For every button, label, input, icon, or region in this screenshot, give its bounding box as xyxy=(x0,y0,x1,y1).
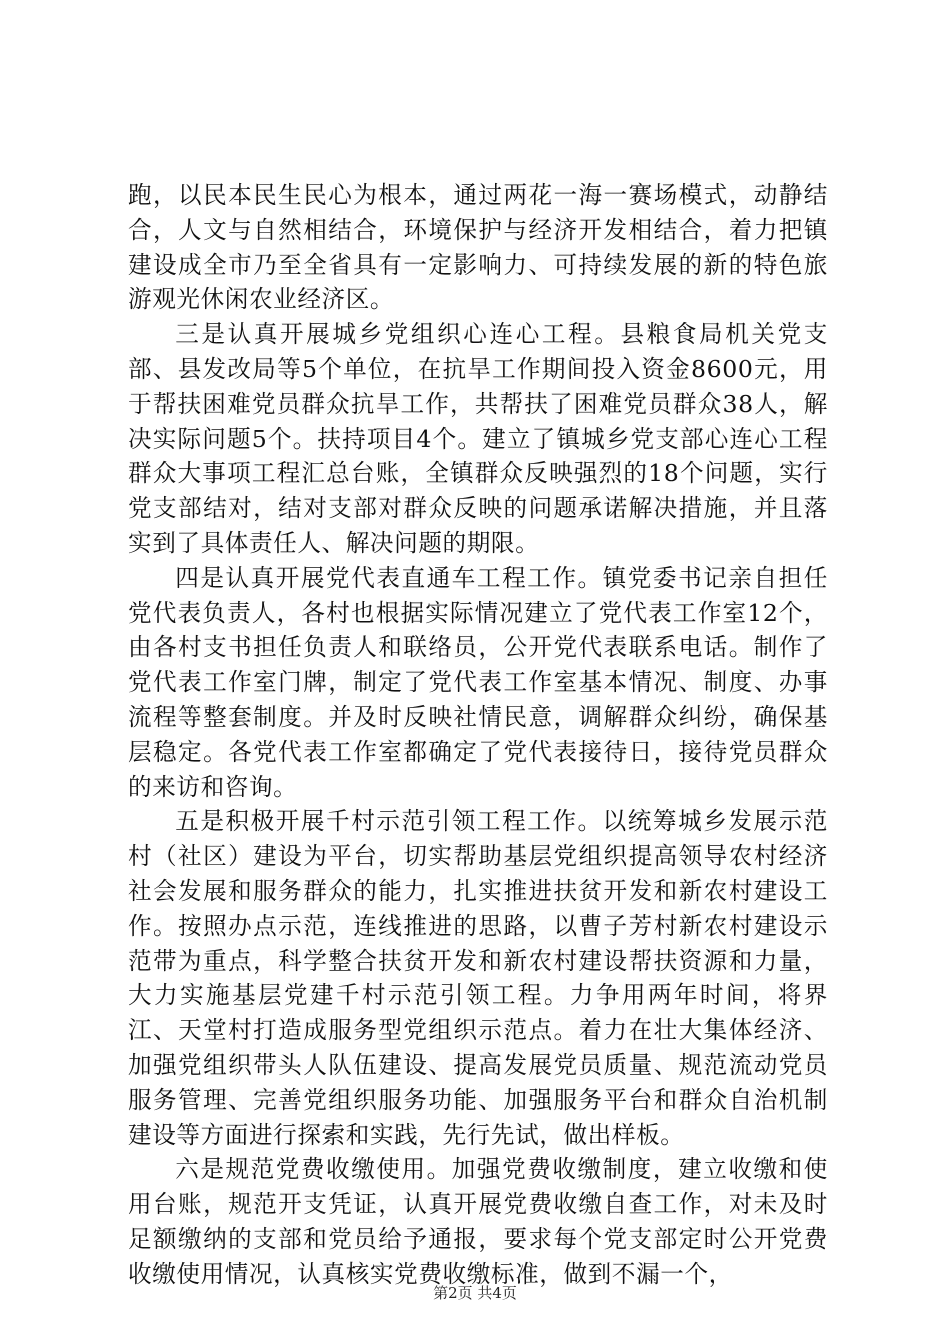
page-number-footer: 第2页 共4页 xyxy=(433,1284,517,1302)
paragraph-item-3: 三是认真开展城乡党组织心连心工程。县粮食局机关党支部、县发改局等5个单位，在抗旱工作期间投入资金8600元，用于帮扶困难党员群众抗旱工作，共帮扶了困难党员群众38人，解决实际问题5个。扶持项目4个。建立了镇城乡党支部心连心工程群众大事项工程汇总台账，全镇群众反映强烈的18个问题，实行党支部结对，结对支部对群众反映的问题承诺解决措施，并且落实到了具体责任人、解决问题的期限。 xyxy=(128,320,828,557)
paragraph-continuation: 跑，以民本民生民心为根本，通过两花一海一赛场模式，动静结合，人文与自然相结合，环境保护与经济开发相结合，着力把镇建设成全市乃至全省具有一定影响力、可持续发展的新的特色旅游观光休闲农业经济区。 xyxy=(128,181,828,314)
document-body xyxy=(128,178,828,1292)
paragraph-item-5: 五是积极开展千村示范引领工程工作。以统筹城乡发展示范村（社区）建设为平台，切实帮助基层党组织提高领导农村经济社会发展和服务群众的能力，扎实推进扶贫开发和新农村建设工作。按照办点示范，连线推进的思路，以曹子芳村新农村建设示范带为重点，科学整合扶贫开发和新农村建设帮扶资源和力量，大力实施基层党建千村示范引领工程。力争用两年时间，将界江、天堂村打造成服务型党组织示范点。着力在壮大集体经济、加强党组织带头人队伍建设、提高发展党员质量、规范流动党员服务管理、完善党组织服务功能、加强服务平台和群众自治机制建设等方面进行探索和实践，先行先试，做出样板。 xyxy=(128,807,828,1149)
paragraph-item-4: 四是认真开展党代表直通车工程工作。镇党委书记亲自担任党代表负责人，各村也根据实际情况建立了党代表工作室12个，由各村支书担任负责人和联络员，公开党代表联系电话。制作了党代表工作室门牌，制定了党代表工作室基本情况、制度、办事流程等整套制度。并及时反映社情民意，调解群众纠纷，确保基层稳定。各党代表工作室都确定了党代表接待日，接待党员群众的来访和咨询。 xyxy=(128,563,828,801)
paragraph-item-6: 六是规范党费收缴使用。加强党费收缴制度，建立收缴和使用台账，规范开支凭证，认真开展党费收缴自查工作，对未及时足额缴纳的支部和党员给予通报，要求每个党支部定时公开党费收缴使用情况，认真核实党费收缴标准，做到不漏一个， xyxy=(128,1155,828,1288)
